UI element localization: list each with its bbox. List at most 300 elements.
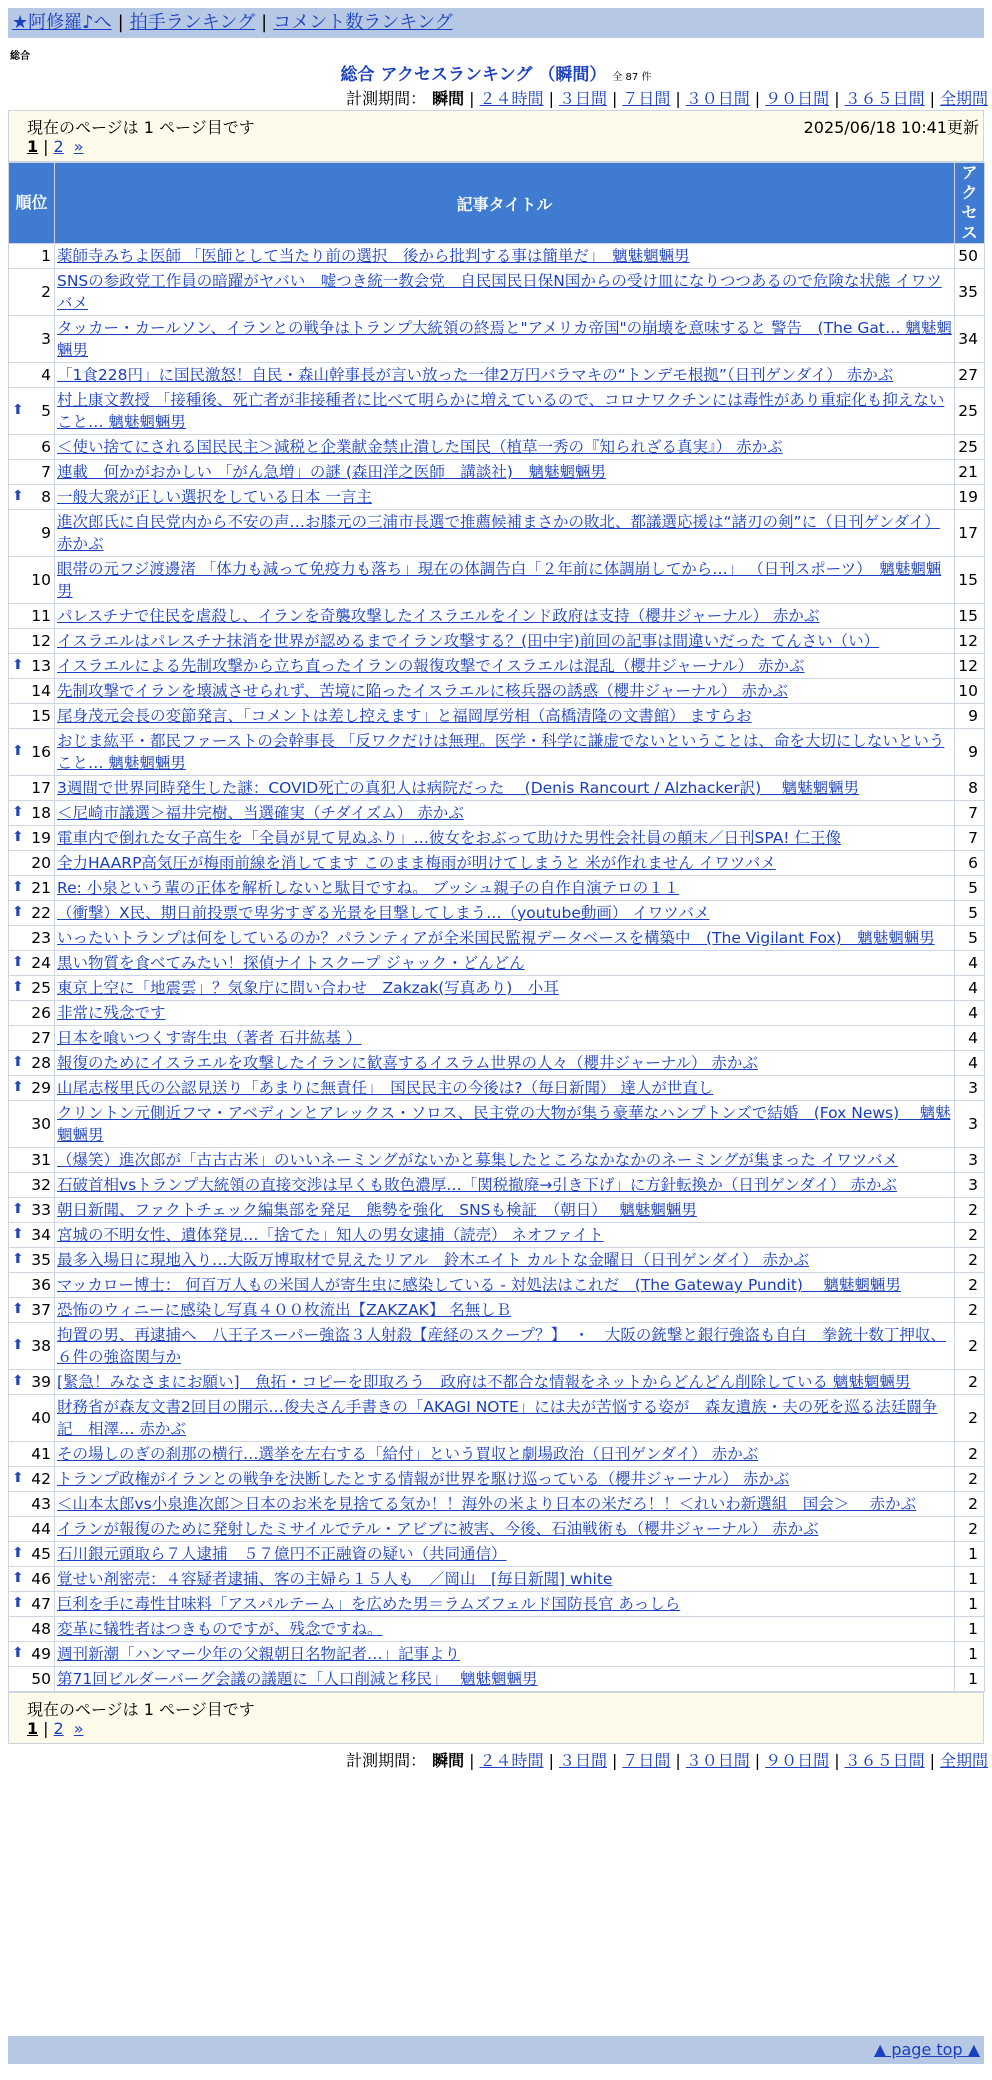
title-cell [55, 951, 955, 976]
rank-number: 16 [31, 743, 51, 761]
title-cell [55, 1592, 955, 1617]
table-row [9, 1492, 985, 1517]
rank-cell [9, 1492, 55, 1517]
current-page-text-bottom: 現在のページは 1 ページ目です [27, 1700, 255, 1719]
period-current: 瞬間 [432, 89, 465, 108]
rank-cell [9, 1517, 55, 1542]
table-row [9, 976, 985, 1001]
title-cell [55, 388, 955, 435]
article-link[interactable]: 非常に残念です [57, 1004, 166, 1022]
title-cell [55, 1395, 955, 1442]
access-count: 10 [955, 679, 985, 704]
rank-cell [9, 1076, 55, 1101]
access-count: 2 [955, 1248, 985, 1273]
article-link[interactable]: ＜山本太郎vs小泉進次郎＞日本のお米を見捨てる気か！！海外の米より日本の米だろ！！＜れいわ新選組 国会＞ 赤かぶ [57, 1495, 917, 1513]
rank-cell [9, 826, 55, 851]
nav-link-clap-ranking[interactable]: 拍手ランキング [129, 12, 256, 33]
period-link-365d-bottom[interactable]: ３６５日間 [844, 1751, 925, 1770]
access-count: 1 [955, 1542, 985, 1567]
period-link-24h[interactable]: ２４時間 [479, 89, 544, 108]
article-link[interactable]: 連載 何かがおかしい 「がん急増」の謎 (森田洋之医師 講談社) 魑魅魍魎男 [57, 463, 606, 481]
article-link[interactable]: 覚せい剤密売：４容疑者逮捕、客の主婦ら１５人も ／岡山 [毎日新聞] white [57, 1570, 613, 1588]
title-cell [55, 1467, 955, 1492]
table-row [9, 1051, 985, 1076]
period-link-30d-bottom[interactable]: ３０日間 [685, 1751, 750, 1770]
table-row [9, 1642, 985, 1667]
rank-cell [9, 1051, 55, 1076]
rank-up-icon: ⬆ [12, 1595, 24, 1611]
article-link[interactable]: 報復のためにイスラエルを攻撃したイランに歓喜するイスラム世界の人々（櫻井ジャーナル） 赤かぶ [57, 1054, 758, 1072]
rank-number: 23 [31, 929, 51, 947]
rank-cell [9, 926, 55, 951]
rank-cell [9, 1667, 55, 1692]
article-link[interactable]: 拘置の男、再逮捕へ 八王子スーパー強盗３人射殺【産経のスクープ？】 ・ 大阪の銃撃と銀行強盗も自白 拳銃十数丁押収、６件の強盗関与か [57, 1326, 946, 1366]
article-link[interactable]: 電車内で倒れた女子高生を「全員が見て見ぬふり」…彼女をおぶって助けた男性会社員の顛末／日刊SPA! 仁王像 [57, 829, 841, 847]
title-cell [55, 1273, 955, 1298]
rank-cell [9, 704, 55, 729]
rank-cell [9, 1592, 55, 1617]
rank-number: 18 [31, 804, 51, 822]
title-cell [55, 826, 955, 851]
period-label-bottom: 計測期間： [346, 1751, 427, 1770]
table-row [9, 316, 985, 363]
title-cell [55, 363, 955, 388]
article-link[interactable]: （衝撃）X民、期日前投票で卑劣すぎる光景を目撃してしまう…（youtube動画） イワツバメ [57, 904, 710, 922]
article-link[interactable]: 山尾志桜里氏の公認見送り「あまりに無責任」 国民民主の今後は?（毎日新聞） 達人が世直し [57, 1079, 714, 1097]
table-row [9, 1101, 985, 1148]
nav-separator: | [261, 12, 268, 33]
rank-cell [9, 1248, 55, 1273]
article-link[interactable]: 宮城の不明女性、遺体発見…「捨てた」知人の男女逮捕（読売） ネオファイト [57, 1226, 604, 1244]
rank-number: 22 [31, 904, 51, 922]
rank-cell [9, 1273, 55, 1298]
table-row [9, 1273, 985, 1298]
article-link[interactable]: 週刊新潮「ハンマー少年の父親朝日名物記者…」記事より [57, 1645, 461, 1663]
rank-number: 34 [31, 1226, 51, 1244]
rank-cell [9, 1567, 55, 1592]
table-row [9, 510, 985, 557]
table-row [9, 388, 985, 435]
rank-number: 35 [31, 1251, 51, 1269]
access-count: 2 [955, 1273, 985, 1298]
article-link[interactable]: 変革に犠牲者はつきものですが、残念ですね。 [57, 1620, 383, 1638]
header-title: 記事タイトル [55, 163, 955, 244]
table-row [9, 729, 985, 776]
access-count: 4 [955, 1051, 985, 1076]
total-count: 全 87 件 [612, 72, 652, 83]
access-count: 2 [955, 1198, 985, 1223]
access-count: 4 [955, 1001, 985, 1026]
table-row [9, 1298, 985, 1323]
title-cell [55, 1370, 955, 1395]
article-link[interactable]: 東京上空に「地震雲」？気象庁に問い合わせ Zakzak(写真あり) 小耳 [57, 979, 559, 997]
rank-number: 9 [41, 524, 51, 542]
table-row [9, 951, 985, 976]
article-link[interactable]: 尾身茂元会長の変節発言、「コメントは差し控えます」と福岡厚労相（高橋清隆の文書館） ますらお [57, 707, 752, 725]
article-link[interactable]: 最多入場日に現地入り…大阪万博取材で見えたリアル 鈴木エイト カルトな金曜日（日刊ゲンダイ） 赤かぶ [57, 1251, 809, 1269]
access-count: 5 [955, 926, 985, 951]
rank-number: 43 [31, 1495, 51, 1513]
rank-cell [9, 1642, 55, 1667]
table-row [9, 460, 985, 485]
access-count: 25 [955, 388, 985, 435]
access-count: 21 [955, 460, 985, 485]
rank-number: 30 [31, 1115, 51, 1133]
article-link[interactable]: 全力HAARP高気圧が梅雨前線を消してます このまま梅雨が明けてしまうと 米が作れません イワツバメ [57, 854, 776, 872]
nav-link-comment-ranking[interactable]: コメント数ランキング [273, 12, 453, 33]
table-row [9, 1442, 985, 1467]
access-count: 3 [955, 1076, 985, 1101]
title-cell [55, 1298, 955, 1323]
title-cell [55, 1517, 955, 1542]
access-count: 1 [955, 1567, 985, 1592]
page-current-bottom: 1 [27, 1719, 39, 1738]
access-count: 17 [955, 510, 985, 557]
rank-cell [9, 435, 55, 460]
access-count: 1 [955, 1617, 985, 1642]
rank-number: 49 [31, 1645, 51, 1663]
title-cell [55, 604, 955, 629]
article-link[interactable]: 第71回ビルダーバーグ会議の議題に「人口削減と移民」 魑魅魍魎男 [57, 1670, 538, 1688]
rank-number: 24 [31, 954, 51, 972]
rank-number: 36 [31, 1276, 51, 1294]
title-cell [55, 1442, 955, 1467]
article-link[interactable]: [緊急！みなさまにお願い] 魚拓・コピーを即取ろう 政府は不都合な情報をネットからどんどん削除している 魑魅魍魎男 [57, 1373, 911, 1391]
rank-number: 27 [31, 1029, 51, 1047]
rank-cell [9, 1101, 55, 1148]
rank-up-icon: ⬆ [12, 1301, 24, 1317]
rank-cell [9, 557, 55, 604]
rank-up-icon: ⬆ [12, 1570, 24, 1586]
title-cell [55, 1051, 955, 1076]
pager-bottom [8, 1692, 984, 1744]
rank-number: 15 [31, 707, 51, 725]
article-link[interactable]: 巨利を手に毒性甘味料「アスパルテーム」を広めた男＝ラムズフェルド国防長官 あっしら [57, 1595, 681, 1613]
title-cell [55, 704, 955, 729]
article-link[interactable]: マッカロー博士： 何百万人もの米国人が寄生虫に感染している - 対処法はこれだ (The Gateway Pundit) 魑魅魍魎男 [57, 1276, 901, 1294]
access-count: 4 [955, 976, 985, 1001]
rank-number: 45 [31, 1545, 51, 1563]
title-cell [55, 1248, 955, 1273]
title-cell [55, 557, 955, 604]
rank-number: 6 [41, 438, 51, 456]
period-link-365d[interactable]: ３６５日間 [844, 89, 925, 108]
article-link[interactable]: 黒い物質を食べてみたい！探偵ナイトスクープ ジャック・どんどん [57, 954, 525, 972]
access-count: 27 [955, 363, 985, 388]
article-link[interactable]: 村上康文教授 「接種後、死亡者が非接種者に比べて明らかに増えているので、コロナワクチンには毒性があり重症化も抑えないこと… 魑魅魍魎男 [57, 391, 945, 431]
rank-cell [9, 1198, 55, 1223]
rank-number: 50 [31, 1670, 51, 1688]
article-link[interactable]: 先制攻撃でイランを壊滅させられず、苦境に陥ったイスラエルに核兵器の誘惑（櫻井ジャーナル） 赤かぶ [57, 682, 788, 700]
page-current: 1 [27, 137, 39, 156]
article-link[interactable]: ＜尼崎市議選＞福井完樹、当選確実（チダイズム） 赤かぶ [57, 804, 464, 822]
title-cell [55, 1223, 955, 1248]
table-row [9, 1076, 985, 1101]
access-count: 8 [955, 776, 985, 801]
table-row [9, 926, 985, 951]
rank-cell [9, 1298, 55, 1323]
rank-up-icon: ⬆ [12, 954, 24, 970]
title-cell [55, 1026, 955, 1051]
nav-link-asyura[interactable]: ★阿修羅♪へ [12, 12, 112, 33]
table-row [9, 901, 985, 926]
rank-number: 13 [31, 657, 51, 675]
access-count: 2 [955, 1323, 985, 1370]
page-link-2[interactable]: 2 [53, 137, 64, 156]
table-row [9, 244, 985, 269]
title-cell [55, 485, 955, 510]
article-link[interactable]: その場しのぎの刹那の横行…選挙を左右する「給付」という買収と劇場政治（日刊ゲンダイ） 赤かぶ [57, 1445, 759, 1463]
pagination-bottom: 1 | 2 » [27, 1719, 84, 1738]
title-cell [55, 1617, 955, 1642]
title-cell [55, 851, 955, 876]
page-title [0, 60, 992, 85]
period-link-7d[interactable]: ７日間 [622, 89, 671, 108]
rank-cell [9, 729, 55, 776]
table-row [9, 1370, 985, 1395]
article-link[interactable]: 財務省が森友文書2回目の開示…俊夫さん手書きの「AKAGI NOTE」には夫が苦悩する姿が 森友遺族・夫の死を巡る法廷闘争記 相澤… 赤かぶ [57, 1398, 938, 1438]
title-cell [55, 976, 955, 1001]
rank-number: 28 [31, 1054, 51, 1072]
access-count: 3 [955, 1101, 985, 1148]
access-count: 6 [955, 851, 985, 876]
rank-cell [9, 876, 55, 901]
access-count: 2 [955, 1395, 985, 1442]
access-count: 19 [955, 485, 985, 510]
rank-number: 5 [41, 402, 51, 420]
rank-cell [9, 1442, 55, 1467]
period-link-90d[interactable]: ９０日間 [765, 89, 830, 108]
period-link-all[interactable]: 全期間 [939, 89, 988, 108]
rank-number: 8 [41, 488, 51, 506]
rank-number: 33 [31, 1201, 51, 1219]
ranking-body [9, 244, 985, 1692]
access-count: 3 [955, 1173, 985, 1198]
title-cell [55, 1492, 955, 1517]
article-link[interactable]: パレスチナで住民を虐殺し、イランを奇襲攻撃したイスラエルをインド政府は支持（櫻井ジャーナル） 赤かぶ [57, 607, 820, 625]
table-row [9, 851, 985, 876]
rank-cell [9, 510, 55, 557]
rank-number: 44 [31, 1520, 51, 1538]
rank-number: 2 [41, 283, 51, 301]
category-label: 総合 [10, 51, 30, 62]
page-link-2-bottom[interactable]: 2 [53, 1719, 64, 1738]
table-row [9, 1542, 985, 1567]
period-link-30d[interactable]: ３０日間 [685, 89, 750, 108]
rank-number: 48 [31, 1620, 51, 1638]
article-link[interactable]: クリントン元側近フマ・アベディンとアレックス・ソロス、民主党の大物が集う豪華なハンプトンズで結婚 (Fox News) 魑魅魍魎男 [57, 1104, 951, 1144]
table-row [9, 1198, 985, 1223]
rank-up-icon: ⬆ [12, 1251, 24, 1267]
header-rank: 順位 [9, 163, 55, 244]
rank-cell [9, 1323, 55, 1370]
title-cell [55, 1642, 955, 1667]
article-link[interactable]: 眼帯の元フジ渡邊渚 「体力も減って免疫力も落ち」現在の体調告白「２年前に体調崩してから…」 （日刊スポーツ） 魑魅魍魎男 [57, 560, 942, 600]
rank-up-icon: ⬆ [12, 1054, 24, 1070]
rank-up-icon: ⬆ [12, 904, 24, 920]
article-link[interactable]: ＜使い捨てにされる国民民主＞減税と企業献金禁止潰した国民（植草一秀の『知られざる真実』） 赤かぶ [57, 438, 783, 456]
table-row [9, 269, 985, 316]
title-cell [55, 316, 955, 363]
ranking-table [8, 162, 985, 1692]
rank-number: 1 [41, 247, 51, 265]
rank-cell [9, 1148, 55, 1173]
article-link[interactable]: （爆笑）進次郎が「古古古米」のいいネーミングがないかと募集したところなかなかのネーミングが集まった イワツバメ [57, 1151, 899, 1169]
period-link-7d-bottom[interactable]: ７日間 [622, 1751, 671, 1770]
rank-up-icon: ⬆ [12, 402, 24, 418]
access-count: 2 [955, 1223, 985, 1248]
article-link[interactable]: 日本を喰いつくす寄生虫（著者 石井紘基 ） [57, 1029, 362, 1047]
title-cell [55, 1323, 955, 1370]
article-link[interactable]: 恐怖のウィニーに感染し写真４００枚流出【ZAKZAK】 名無しＢ [57, 1301, 512, 1319]
title-cell [55, 926, 955, 951]
rank-number: 26 [31, 1004, 51, 1022]
article-link[interactable]: タッカー・カールソン、イランとの戦争はトランプ大統領の終焉と"アメリカ帝国"の崩壊を意味すると 警告 (The Gat… 魑魅魍魎男 [57, 319, 952, 359]
rank-cell [9, 485, 55, 510]
rank-up-icon: ⬆ [12, 488, 24, 504]
access-count: 2 [955, 1298, 985, 1323]
period-link-24h-bottom[interactable]: ２４時間 [479, 1751, 544, 1770]
access-count: 1 [955, 1642, 985, 1667]
article-link[interactable]: 石川銀元頭取ら７人逮捕 ５７億円不正融資の疑い（共同通信） [57, 1545, 507, 1563]
article-link[interactable]: おじま紘平・都民ファーストの会幹事長 「反ワクだけは無理。医学・科学に謙虚でないということは、命を大切にしないということ… 魑魅魍魎男 [57, 732, 945, 772]
period-label: 計測期間： [346, 89, 427, 108]
rank-cell [9, 851, 55, 876]
title-cell [55, 1148, 955, 1173]
rank-up-icon: ⬆ [12, 879, 24, 895]
header-access: アクセス [955, 163, 985, 244]
table-row [9, 557, 985, 604]
table-row [9, 1223, 985, 1248]
title-cell [55, 269, 955, 316]
rank-up-icon: ⬆ [12, 1373, 24, 1389]
rank-number: 46 [31, 1570, 51, 1588]
table-row [9, 485, 985, 510]
rank-number: 12 [31, 632, 51, 650]
rank-number: 38 [31, 1337, 51, 1355]
title-cell [55, 729, 955, 776]
access-count: 15 [955, 604, 985, 629]
rank-number: 3 [41, 330, 51, 348]
table-row [9, 1148, 985, 1173]
access-count: 7 [955, 826, 985, 851]
access-count: 35 [955, 269, 985, 316]
period-link-all-bottom[interactable]: 全期間 [939, 1751, 988, 1770]
rank-up-icon: ⬆ [12, 1337, 24, 1353]
page-top-link[interactable]: ▲ page top ▲ [873, 2040, 980, 2059]
access-count: 9 [955, 704, 985, 729]
title-cell [55, 1173, 955, 1198]
rank-up-icon: ⬆ [12, 979, 24, 995]
footer-bar [8, 2036, 984, 2064]
nav-separator: | [117, 12, 124, 33]
article-link[interactable]: イランが報復のために発射したミサイルでテル・アビブに被害、今後、石油戦術も（櫻井ジャーナル） 赤かぶ [57, 1520, 819, 1538]
article-link[interactable]: 朝日新聞、ファクトチェック編集部を発足 態勢を強化 SNSも検証 （朝日） 魑魅魍魎男 [57, 1201, 697, 1219]
table-row [9, 679, 985, 704]
rank-up-icon: ⬆ [12, 1545, 24, 1561]
rank-cell [9, 460, 55, 485]
rank-number: 29 [31, 1079, 51, 1097]
table-row [9, 826, 985, 851]
access-count: 2 [955, 1442, 985, 1467]
top-nav [8, 8, 984, 38]
access-count: 2 [955, 1370, 985, 1395]
article-link[interactable]: 薬師寺みちよ医師 「医師として当たり前の選択 後から批判する事は簡単だ」 魑魅魍魎男 [57, 247, 690, 265]
rank-number: 47 [31, 1595, 51, 1613]
rank-number: 25 [31, 979, 51, 997]
rank-cell [9, 363, 55, 388]
rank-number: 17 [31, 779, 51, 797]
article-link[interactable]: SNSの参政党工作員の暗躍がヤバい 嘘つき統一教会党 自民国民日保N国からの受け皿になりつつあるので危険な状態 イワツバメ [57, 272, 942, 312]
table-row [9, 1026, 985, 1051]
article-link[interactable]: いったいトランプは何をしているのか？パランティアが全米国民監視データベースを構築中 (The Vigilant Fox) 魑魅魍魎男 [57, 929, 935, 947]
updated-time: 2025/06/18 10:41更新 [803, 118, 979, 137]
access-count: 2 [955, 1517, 985, 1542]
rank-cell [9, 316, 55, 363]
rank-up-icon: ⬆ [12, 1201, 24, 1217]
article-link[interactable]: 「1食228円」に国民激怒！自民・森山幹事長が言い放った一律2万円バラマキの“トンデモ根拠”（日刊ゲンダイ） 赤かぶ [57, 366, 894, 384]
table-row [9, 604, 985, 629]
period-link-90d-bottom[interactable]: ９０日間 [765, 1751, 830, 1770]
table-row [9, 1592, 985, 1617]
page-title-text: 総合 アクセスランキング （瞬間） [340, 65, 607, 85]
article-link[interactable]: 3週間で世界同時発生した謎：COVID死亡の真犯人は病院だった (Denis Rancourt / Alzhacker訳) 魑魅魍魎男 [57, 779, 860, 797]
article-link[interactable]: 進次郎氏に自民党内から不安の声…お膝元の三浦市長選で推薦候補まさかの敗北、都議選応援は“諸刃の剣”に（日刊ゲンダイ） 赤かぶ [57, 513, 940, 553]
title-cell [55, 510, 955, 557]
rank-cell [9, 1173, 55, 1198]
table-row [9, 801, 985, 826]
rank-cell [9, 629, 55, 654]
rank-up-icon: ⬆ [12, 657, 24, 673]
rank-cell [9, 1223, 55, 1248]
title-cell [55, 901, 955, 926]
article-link[interactable]: イスラエルはパレスチナ抹消を世界が認めるまでイラン攻撃する？(田中宇)前回の記事は間違いだった てんさい（い） [57, 632, 880, 650]
table-row [9, 1667, 985, 1692]
rank-up-icon: ⬆ [12, 829, 24, 845]
article-link[interactable]: Re: 小泉という輩の正体を解析しないと駄目ですね。 ブッシュ親子の自作自演テロの１１ [57, 879, 680, 897]
article-link[interactable]: 一般大衆が正しい選択をしている日本 一言主 [57, 488, 372, 506]
access-count: 2 [955, 1492, 985, 1517]
title-cell [55, 1198, 955, 1223]
rank-cell [9, 388, 55, 435]
table-row [9, 435, 985, 460]
article-link[interactable]: イスラエルによる先制攻撃から立ち直ったイランの報復攻撃でイスラエルは混乱（櫻井ジャーナル） 赤かぶ [57, 657, 805, 675]
access-count: 25 [955, 435, 985, 460]
table-row [9, 1467, 985, 1492]
rank-cell [9, 1001, 55, 1026]
title-cell [55, 776, 955, 801]
rank-cell [9, 1617, 55, 1642]
title-cell [55, 460, 955, 485]
period-link-3d-bottom[interactable]: ３日間 [558, 1751, 607, 1770]
title-cell [55, 629, 955, 654]
title-cell [55, 1542, 955, 1567]
title-cell [55, 1101, 955, 1148]
table-row [9, 363, 985, 388]
rank-cell [9, 951, 55, 976]
title-cell [55, 679, 955, 704]
article-link[interactable]: トランプ政権がイランとの戦争を決断したとする情報が世界を駆け巡っている（櫻井ジャーナル） 赤かぶ [57, 1470, 790, 1488]
table-row [9, 654, 985, 679]
article-link[interactable]: 石破首相vsトランプ大統領の直接交渉は早くも敗色濃厚…「関税撤廃→引き下げ」に方針転換か（日刊ゲンダイ） 赤かぶ [57, 1176, 897, 1194]
page-next[interactable]: » [73, 137, 84, 156]
page-next-bottom[interactable]: » [73, 1719, 84, 1738]
table-row [9, 1173, 985, 1198]
access-count: 15 [955, 557, 985, 604]
table-row [9, 1617, 985, 1642]
period-link-3d[interactable]: ３日間 [558, 89, 607, 108]
rank-number: 31 [31, 1151, 51, 1169]
